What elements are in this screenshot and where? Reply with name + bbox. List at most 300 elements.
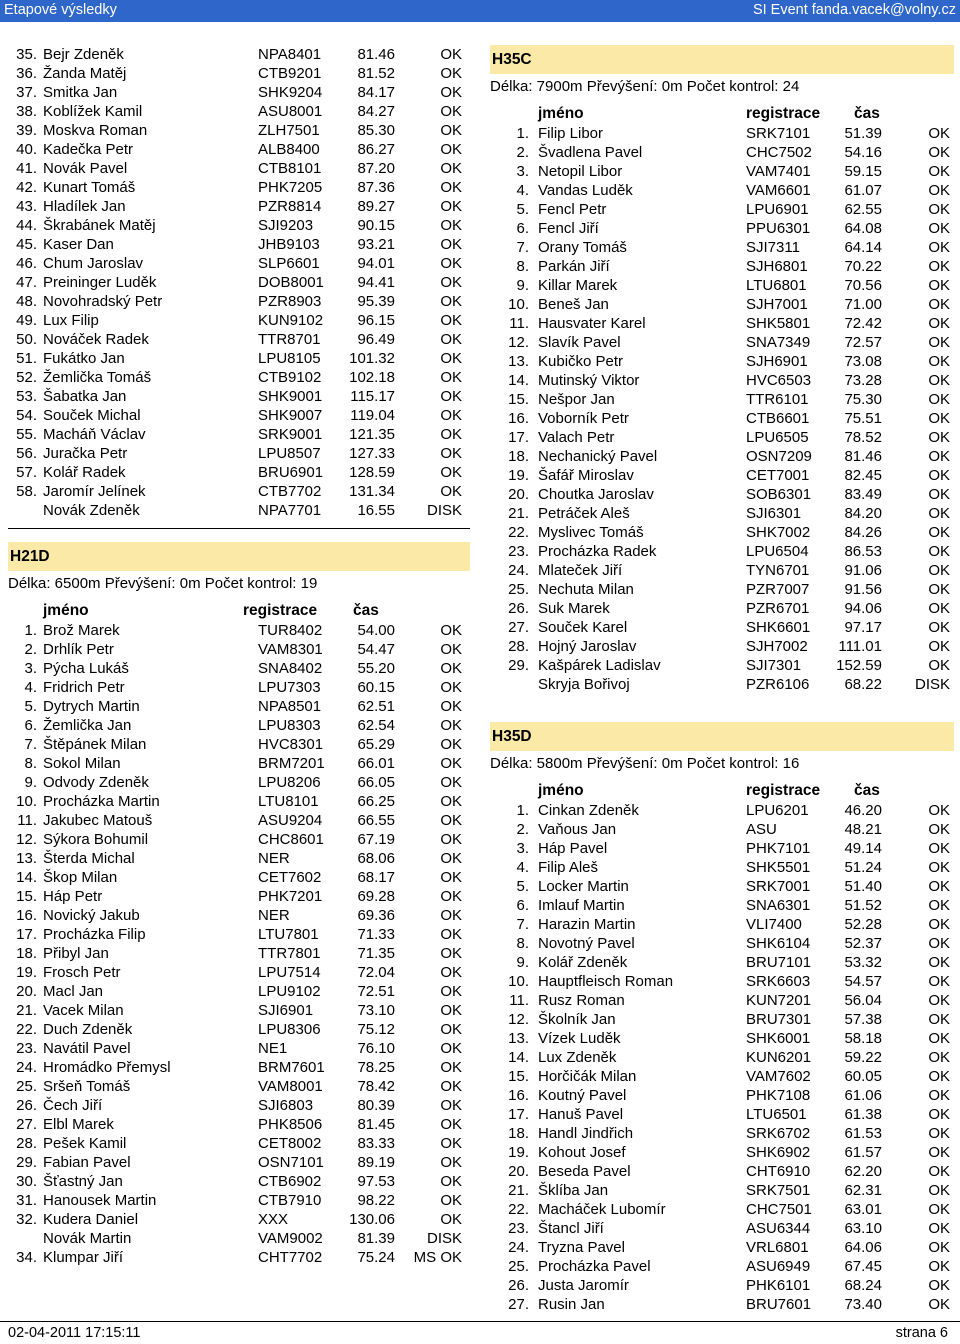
result-position: 5. xyxy=(24,698,37,715)
result-status: OK xyxy=(440,483,462,500)
result-status: OK xyxy=(440,622,462,639)
column-header-registration: registrace xyxy=(746,105,821,122)
result-position: 6. xyxy=(24,717,37,734)
result-time: 52.37 xyxy=(844,935,882,952)
result-row xyxy=(8,1153,470,1172)
result-position: 38. xyxy=(16,103,37,120)
registration-id: SJI9203 xyxy=(258,217,314,234)
result-time: 46.20 xyxy=(844,802,882,819)
category-h35c xyxy=(490,45,954,694)
result-row xyxy=(8,140,470,159)
result-row xyxy=(490,466,954,485)
competitor-name: Petráček Aleš xyxy=(538,505,630,522)
competitor-name: Rusin Jan xyxy=(538,1296,605,1313)
result-time: 51.39 xyxy=(844,125,882,142)
result-status: OK xyxy=(928,973,950,990)
registration-id: PZR6701 xyxy=(746,600,810,617)
result-time: 64.14 xyxy=(844,239,882,256)
result-row xyxy=(490,542,954,561)
competitor-name: Justa Jaromír xyxy=(538,1277,629,1294)
result-status: OK xyxy=(928,1296,950,1313)
result-row xyxy=(490,1048,954,1067)
result-position: 25. xyxy=(508,1258,529,1275)
registration-id: NER xyxy=(258,850,290,867)
result-row xyxy=(490,972,954,991)
result-status: OK xyxy=(440,1135,462,1152)
result-row xyxy=(8,868,470,887)
result-position: 46. xyxy=(16,255,37,272)
spacer xyxy=(490,694,954,722)
result-status: OK xyxy=(928,1106,950,1123)
result-status: OK xyxy=(440,755,462,772)
result-status: OK xyxy=(440,141,462,158)
result-time: 57.38 xyxy=(844,1011,882,1028)
result-time: 65.29 xyxy=(357,736,395,753)
competitor-name: Kolář Zdeněk xyxy=(538,954,628,971)
result-status: OK xyxy=(928,467,950,484)
registration-id: LTU6801 xyxy=(746,277,807,294)
result-status: OK xyxy=(440,831,462,848)
result-time: 75.12 xyxy=(357,1021,395,1038)
result-position: 4. xyxy=(516,859,529,876)
result-time: 78.52 xyxy=(844,429,882,446)
competitor-name: Suk Marek xyxy=(538,600,610,617)
result-status: DISK xyxy=(914,676,950,693)
result-row xyxy=(8,425,470,444)
result-row xyxy=(8,1115,470,1134)
competitor-name: Vaňous Jan xyxy=(538,821,617,838)
competitor-name: Chum Jaroslav xyxy=(43,255,144,272)
registration-id: LTU6501 xyxy=(746,1106,807,1123)
result-time: 152.59 xyxy=(836,657,882,674)
result-time: 59.15 xyxy=(844,163,882,180)
result-position: 53. xyxy=(16,388,37,405)
result-row xyxy=(490,352,954,371)
competitor-name: Pešek Kamil xyxy=(43,1135,127,1152)
result-status: OK xyxy=(928,638,950,655)
competitor-name: Hanousek Martin xyxy=(43,1192,157,1209)
result-status: OK xyxy=(928,859,950,876)
registration-id: JHB9103 xyxy=(258,236,320,253)
result-time: 53.32 xyxy=(844,954,882,971)
result-time: 49.14 xyxy=(844,840,882,857)
registration-id: CTB8101 xyxy=(258,160,322,177)
competitor-name: Filip Libor xyxy=(538,125,604,142)
registration-id: LPU9102 xyxy=(258,983,321,1000)
result-position: 48. xyxy=(16,293,37,310)
result-time: 84.26 xyxy=(844,524,882,541)
result-row xyxy=(490,257,954,276)
result-status: OK xyxy=(440,964,462,981)
result-row xyxy=(490,561,954,580)
registration-id: LPU8306 xyxy=(258,1021,321,1038)
competitor-name: Přibyl Jan xyxy=(43,945,109,962)
registration-id: VLI7400 xyxy=(746,916,802,933)
result-time: 87.36 xyxy=(357,179,395,196)
competitor-name: Koblížek Kamil xyxy=(43,103,143,120)
result-row xyxy=(8,1248,470,1267)
result-position: 52. xyxy=(16,369,37,386)
competitor-name: Šafář Miroslav xyxy=(538,467,634,484)
result-position: 47. xyxy=(16,274,37,291)
result-position: 19. xyxy=(508,467,529,484)
result-row xyxy=(8,754,470,773)
registration-id: VAM6601 xyxy=(746,182,811,199)
result-position: 45. xyxy=(16,236,37,253)
result-row xyxy=(8,216,470,235)
result-position: 7. xyxy=(516,916,529,933)
result-row xyxy=(490,504,954,523)
result-row xyxy=(8,792,470,811)
registration-id: CHC7501 xyxy=(746,1201,812,1218)
registration-id: SJH7002 xyxy=(746,638,808,655)
competitor-name: Šťastný Jan xyxy=(43,1173,123,1190)
result-time: 94.01 xyxy=(357,255,395,272)
registration-id: LPU6201 xyxy=(746,802,809,819)
result-time: 55.20 xyxy=(357,660,395,677)
result-position: 3. xyxy=(24,660,37,677)
registration-id: PHK7201 xyxy=(258,888,323,905)
competitor-name: Macháček Lubomír xyxy=(538,1201,666,1218)
registration-id: BRU6901 xyxy=(258,464,324,481)
registration-id: KUN7201 xyxy=(746,992,812,1009)
column-header-time: čas xyxy=(353,602,379,619)
column-headers xyxy=(490,104,954,124)
result-time: 81.45 xyxy=(357,1116,395,1133)
competitor-name: Vízek Luděk xyxy=(538,1030,621,1047)
registration-id: NPA7701 xyxy=(258,502,322,519)
registration-id: PZR8814 xyxy=(258,198,322,215)
result-position: 1. xyxy=(516,802,529,819)
registration-id: PHK6101 xyxy=(746,1277,811,1294)
competitor-name: Procházka Filip xyxy=(43,926,146,943)
registration-id: LPU6504 xyxy=(746,543,809,560)
competitor-name: Nechuta Milan xyxy=(538,581,634,598)
result-status: OK xyxy=(440,426,462,443)
competitor-name: Procházka Pavel xyxy=(538,1258,651,1275)
registration-id: BRM7201 xyxy=(258,755,325,772)
result-time: 86.27 xyxy=(357,141,395,158)
result-position: 28. xyxy=(16,1135,37,1152)
result-time: 81.39 xyxy=(357,1230,395,1247)
result-row xyxy=(490,915,954,934)
registration-id: SNA7349 xyxy=(746,334,811,351)
result-time: 73.28 xyxy=(844,372,882,389)
result-position: 14. xyxy=(508,372,529,389)
result-row xyxy=(8,121,470,140)
result-position: 54. xyxy=(16,407,37,424)
registration-id: CTB7702 xyxy=(258,483,322,500)
registration-id: CET7001 xyxy=(746,467,810,484)
result-status: OK xyxy=(928,1163,950,1180)
result-row xyxy=(490,333,954,352)
competitor-name: Kunart Tomáš xyxy=(43,179,136,196)
result-row xyxy=(8,1229,470,1248)
registration-id: CHC8601 xyxy=(258,831,324,848)
registration-id: VAM7602 xyxy=(746,1068,811,1085)
results-list xyxy=(490,124,954,694)
result-time: 61.07 xyxy=(844,182,882,199)
registration-id: SHK7002 xyxy=(746,524,811,541)
result-time: 54.00 xyxy=(357,622,395,639)
result-position: 23. xyxy=(16,1040,37,1057)
result-status: OK xyxy=(928,448,950,465)
competitor-name: Procházka Radek xyxy=(538,543,657,560)
result-row xyxy=(8,830,470,849)
competitor-name: Macháň Václav xyxy=(43,426,146,443)
registration-id: SRK6702 xyxy=(746,1125,811,1142)
result-row xyxy=(8,1191,470,1210)
registration-id: ASU6949 xyxy=(746,1258,811,1275)
result-status: OK xyxy=(928,410,950,427)
result-row xyxy=(490,896,954,915)
registration-id: LPU8105 xyxy=(258,350,321,367)
result-status: OK xyxy=(440,198,462,215)
result-time: 101.32 xyxy=(349,350,395,367)
result-time: 97.17 xyxy=(844,619,882,636)
result-status: OK xyxy=(440,888,462,905)
result-row xyxy=(8,254,470,273)
result-time: 96.15 xyxy=(357,312,395,329)
registration-id: ASU8001 xyxy=(258,103,323,120)
result-time: 131.34 xyxy=(349,483,395,500)
result-row xyxy=(8,621,470,640)
registration-id: VAM9002 xyxy=(258,1230,323,1247)
registration-id: SRK6603 xyxy=(746,973,811,990)
result-position: 7. xyxy=(24,736,37,753)
result-time: 61.06 xyxy=(844,1087,882,1104)
result-row xyxy=(8,773,470,792)
result-row xyxy=(490,1162,954,1181)
registration-id: SHK6104 xyxy=(746,935,811,952)
registration-id: CHC7502 xyxy=(746,144,812,161)
competitor-name: Šterda Michal xyxy=(43,850,135,867)
result-row xyxy=(490,447,954,466)
result-position: 39. xyxy=(16,122,37,139)
competitor-name: Klumpar Jiří xyxy=(43,1249,124,1266)
result-position: 21. xyxy=(508,1182,529,1199)
result-status: OK xyxy=(440,46,462,63)
result-position: 58. xyxy=(16,483,37,500)
result-position: 5. xyxy=(516,878,529,895)
result-status: OK xyxy=(928,1125,950,1142)
result-row xyxy=(490,801,954,820)
registration-id: SJI6901 xyxy=(258,1002,314,1019)
result-status: OK xyxy=(928,258,950,275)
result-row xyxy=(8,501,470,520)
result-status: OK xyxy=(440,926,462,943)
result-time: 51.24 xyxy=(844,859,882,876)
result-status: OK xyxy=(928,353,950,370)
competitor-name: Novotný Pavel xyxy=(538,935,635,952)
column-headers xyxy=(490,781,954,801)
result-row xyxy=(490,371,954,390)
result-time: 54.57 xyxy=(844,973,882,990)
competitor-name: Pýcha Lukáš xyxy=(43,660,129,677)
competitor-name: Štancl Jiří xyxy=(538,1220,604,1237)
category-title: H35D xyxy=(490,722,954,751)
result-status: OK xyxy=(928,897,950,914)
result-status: OK xyxy=(928,954,950,971)
print-datetime: 02-04-2011 17:15:11 xyxy=(8,1325,141,1341)
result-status: OK xyxy=(928,581,950,598)
result-time: 96.49 xyxy=(357,331,395,348)
registration-id: SHK5801 xyxy=(746,315,811,332)
competitor-name: Filip Aleš xyxy=(538,859,599,876)
result-status: OK xyxy=(928,505,950,522)
result-status: OK xyxy=(928,315,950,332)
registration-id: PZR7007 xyxy=(746,581,810,598)
registration-id: SRK7501 xyxy=(746,1182,811,1199)
results-list-continued xyxy=(8,45,470,520)
result-position: 18. xyxy=(508,448,529,465)
result-status: OK xyxy=(928,220,950,237)
result-position: 4. xyxy=(24,679,37,696)
result-time: 68.22 xyxy=(844,676,882,693)
result-status: OK xyxy=(928,524,950,541)
result-position: 11. xyxy=(17,812,37,829)
column-header-name: jméno xyxy=(43,602,89,619)
registration-id: VAM7401 xyxy=(746,163,811,180)
registration-id: SJI7311 xyxy=(746,239,800,256)
result-time: 61.38 xyxy=(844,1106,882,1123)
result-position: 12. xyxy=(16,831,37,848)
result-status: OK xyxy=(440,1021,462,1038)
registration-id: LPU7514 xyxy=(258,964,321,981)
competitor-name: Kolář Radek xyxy=(43,464,126,481)
competitor-name: Voborník Petr xyxy=(538,410,629,427)
competitor-name: Orany Tomáš xyxy=(538,239,627,256)
result-status: OK xyxy=(440,850,462,867)
result-time: 68.24 xyxy=(844,1277,882,1294)
result-row xyxy=(490,1067,954,1086)
result-time: 119.04 xyxy=(350,407,395,424)
registration-id: SJI7301 xyxy=(746,657,802,674)
competitor-name: Imlauf Martin xyxy=(538,897,625,914)
result-position: 23. xyxy=(508,543,529,560)
competitor-name: Hladílek Jan xyxy=(43,198,126,215)
result-position: 22. xyxy=(16,1021,37,1038)
result-row xyxy=(8,45,470,64)
result-row xyxy=(490,656,954,675)
result-position: 28. xyxy=(508,638,529,655)
result-status: OK xyxy=(928,334,950,351)
result-position: 20. xyxy=(16,983,37,1000)
result-row xyxy=(8,887,470,906)
result-position: 31. xyxy=(16,1192,37,1209)
result-status: OK xyxy=(440,160,462,177)
result-time: 56.04 xyxy=(844,992,882,1009)
result-time: 80.39 xyxy=(357,1097,395,1114)
result-row xyxy=(8,735,470,754)
result-status: OK xyxy=(928,543,950,560)
result-status: OK xyxy=(928,935,950,952)
result-row xyxy=(490,618,954,637)
result-position: 9. xyxy=(516,277,529,294)
result-row xyxy=(8,463,470,482)
registration-id: BRU7101 xyxy=(746,954,812,971)
result-status: OK xyxy=(928,878,950,895)
result-time: 87.20 xyxy=(357,160,395,177)
result-status: OK xyxy=(928,916,950,933)
result-row xyxy=(8,963,470,982)
result-row xyxy=(490,1086,954,1105)
result-time: 62.51 xyxy=(357,698,395,715)
competitor-name: Horčičák Milan xyxy=(538,1068,637,1085)
result-row xyxy=(490,523,954,542)
result-status: OK xyxy=(928,821,950,838)
result-time: 67.45 xyxy=(844,1258,882,1275)
competitor-name: Koutný Pavel xyxy=(538,1087,627,1104)
registration-id: CTB6902 xyxy=(258,1173,322,1190)
result-status: OK xyxy=(928,182,950,199)
competitor-name: Dytrych Martin xyxy=(43,698,140,715)
registration-id: SHK6601 xyxy=(746,619,811,636)
competitor-name: Fencl Jiří xyxy=(538,220,599,237)
result-status: OK xyxy=(928,1087,950,1104)
result-position: 44. xyxy=(16,217,37,234)
result-status: OK xyxy=(440,641,462,658)
result-position: 14. xyxy=(16,869,37,886)
competitor-name: Brož Marek xyxy=(43,622,120,639)
registration-id: PZR8903 xyxy=(258,293,322,310)
registration-id: LPU8507 xyxy=(258,445,321,462)
result-position: 26. xyxy=(16,1097,37,1114)
result-position: 15. xyxy=(16,888,37,905)
result-position: 18. xyxy=(508,1125,529,1142)
category-title: H21D xyxy=(8,542,470,571)
result-row xyxy=(490,991,954,1010)
registration-id: LPU7303 xyxy=(258,679,321,696)
competitor-name: Killar Marek xyxy=(538,277,618,294)
result-time: 94.41 xyxy=(357,274,395,291)
result-position: 13. xyxy=(16,850,37,867)
result-time: 127.33 xyxy=(349,445,395,462)
result-time: 83.33 xyxy=(357,1135,395,1152)
competitor-name: Škop Milan xyxy=(43,869,118,886)
result-status: OK xyxy=(440,445,462,462)
competitor-name: Háp Pavel xyxy=(538,840,608,857)
result-row xyxy=(490,428,954,447)
competitor-name: Lux Zdeněk xyxy=(538,1049,617,1066)
result-row xyxy=(8,197,470,216)
result-position: 17. xyxy=(16,926,37,943)
result-time: 97.53 xyxy=(357,1173,395,1190)
competitor-name: Nováček Radek xyxy=(43,331,149,348)
result-status: OK xyxy=(928,1030,950,1047)
result-time: 115.17 xyxy=(350,388,395,405)
result-row xyxy=(490,143,954,162)
result-row xyxy=(8,311,470,330)
registration-id: TUR8402 xyxy=(258,622,323,639)
result-status: OK xyxy=(928,429,950,446)
result-status: OK xyxy=(928,239,950,256)
competitor-name: Elbl Marek xyxy=(43,1116,114,1133)
result-status: OK xyxy=(440,907,462,924)
result-position: 6. xyxy=(516,220,529,237)
result-status: OK xyxy=(440,312,462,329)
result-time: 72.57 xyxy=(844,334,882,351)
result-time: 63.01 xyxy=(844,1201,882,1218)
result-time: 16.55 xyxy=(357,502,395,519)
registration-id: PPU6301 xyxy=(746,220,811,237)
result-position: 34. xyxy=(16,1249,37,1266)
result-time: 90.15 xyxy=(357,217,395,234)
result-status: OK xyxy=(928,802,950,819)
result-status: OK xyxy=(440,103,462,120)
competitor-name: Skryja Bořivoj xyxy=(538,676,630,693)
competitor-name: Šabatka Jan xyxy=(43,388,127,405)
